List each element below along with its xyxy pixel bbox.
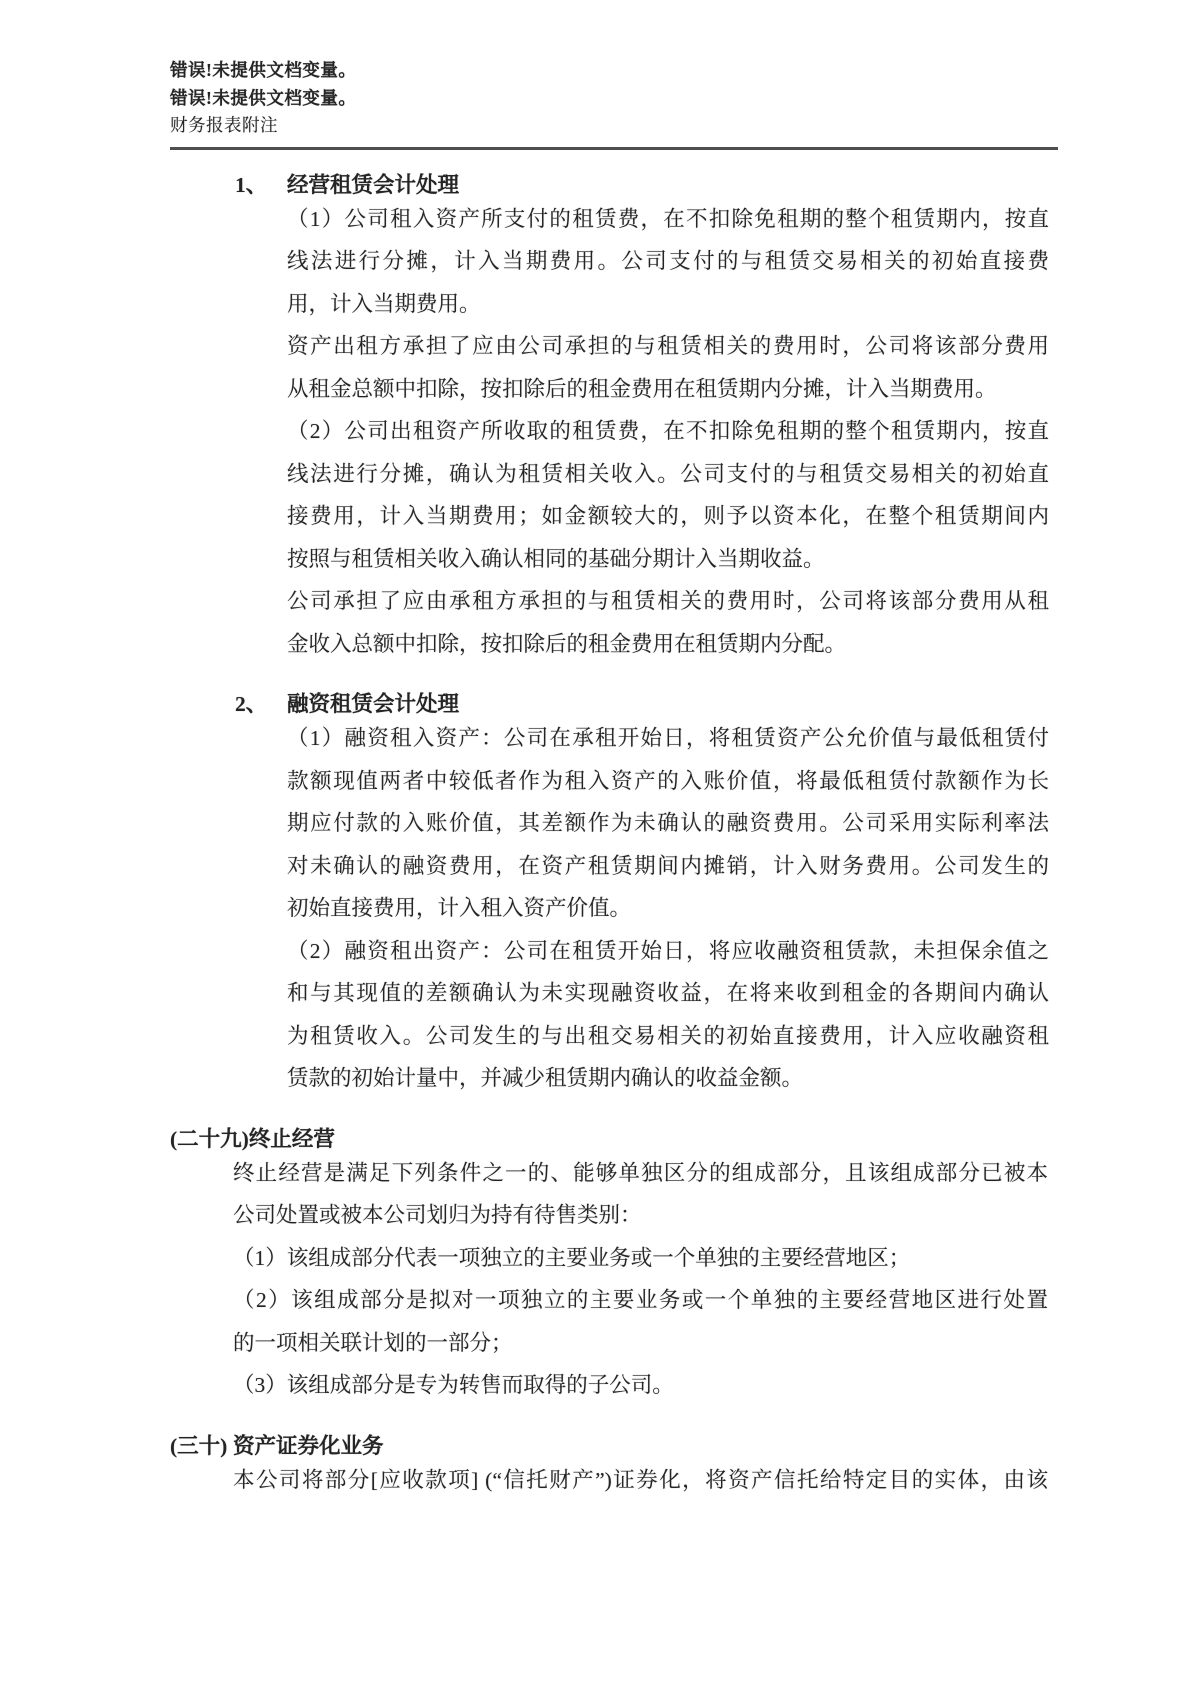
paragraph (287, 930, 1049, 1100)
text-line: （1）公司租入资产所支付的租赁费，在不扣除免租期的整个租赁期内，按直 (287, 206, 1049, 231)
paragraph (287, 325, 1049, 410)
section-body (287, 717, 1049, 1100)
document-body (0, 170, 1200, 1502)
paragraph (287, 410, 1049, 580)
section-heading (235, 689, 1200, 719)
section-number: (二十九) (170, 1126, 249, 1151)
text-line: 公司承担了应由承租方承担的与租赁相关的费用时，公司将该部分费用从租 (287, 589, 1049, 613)
text-line: 线法进行分摊，计入当期费用。公司支付的与租赁交易相关的初始直接费 (287, 249, 1049, 273)
section-number: 2、 (235, 692, 268, 716)
page-header (170, 0, 1058, 150)
text-line: （1）该组成部分代表一项独立的主要业务或一个单独的主要经营地区； (233, 1245, 911, 1270)
text-line: 终止经营是满足下列条件之一的、能够单独区分的组成部分，且该组成部分已被本 (233, 1160, 1048, 1185)
text-line: 本公司将部分[应收款项] (“信托财产”)证券化，将资产信托给特定目的实体，由该 (233, 1467, 1048, 1492)
header-error-line-1: 错误!未提供文档变量。 (170, 60, 357, 80)
section-heading (235, 170, 1200, 200)
text-line: 用，计入当期费用。 (287, 291, 481, 316)
text-line: （1）融资租入资产：公司在承租开始日，将租赁资产公允价值与最低租赁付 (287, 726, 1049, 750)
paragraph (233, 1459, 1048, 1502)
text-line: 资产出租方承担了应由公司承担的与租赁相关的费用时，公司将该部分费用 (287, 334, 1049, 358)
paragraph (233, 1152, 1048, 1237)
paragraph (233, 1279, 1048, 1364)
text-line: 初始直接费用，计入租入资产价值。 (287, 896, 632, 920)
text-line: 和与其现值的差额确认为未实现融资收益，在将来收到租金的各期间内确认 (287, 981, 1049, 1005)
section-title: 融资租赁会计处理 (287, 692, 460, 716)
section-heading (170, 1124, 1200, 1154)
text-line: 赁款的初始计量中，并减少租赁期内确认的收益金额。 (287, 1066, 804, 1090)
paragraph (287, 198, 1049, 326)
text-line: 按照与租赁相关收入确认相同的基础分期计入当期收益。 (287, 546, 825, 571)
section-number: (三十) (170, 1433, 228, 1458)
text-line: （3）该组成部分是专为转售而取得的子公司。 (233, 1373, 674, 1397)
section-title: 经营租赁会计处理 (287, 172, 460, 197)
paragraph (287, 580, 1049, 665)
text-line: （2）公司出租资产所收取的租赁费，在不扣除免租期的整个租赁期内，按直 (287, 419, 1049, 443)
text-line: 对未确认的融资费用，在资产租赁期间内摊销，计入财务费用。公司发生的 (287, 853, 1049, 878)
paragraph (287, 717, 1049, 930)
text-line: （2）该组成部分是拟对一项独立的主要业务或一个单独的主要经营地区进行处置 (233, 1288, 1048, 1312)
text-line: 接费用，计入当期费用；如金额较大的，则予以资本化，在整个租赁期间内 (287, 504, 1049, 528)
header-subtitle: 财务报表附注 (170, 115, 278, 135)
text-line: 款额现值两者中较低者作为租入资产的入账价值，将最低租赁付款额作为长 (287, 768, 1049, 793)
text-line: 线法进行分摊，确认为租赁相关收入。公司支付的与租赁交易相关的初始直 (287, 461, 1049, 486)
paragraph (233, 1364, 1048, 1407)
paragraph (233, 1237, 1048, 1280)
text-line: 的一项相关联计划的一部分； (233, 1330, 513, 1355)
text-line: （2）融资租出资产：公司在租赁开始日，将应收融资租赁款，未担保余值之 (287, 938, 1049, 963)
text-line: 为租赁收入。公司发生的与出租交易相关的初始直接费用，计入应收融资租 (287, 1023, 1049, 1048)
section (235, 689, 1200, 1100)
header-error-line-2: 错误!未提供文档变量。 (170, 87, 357, 108)
section-heading (170, 1431, 1200, 1461)
text-line: 公司处置或被本公司划归为持有待售类别： (233, 1203, 642, 1227)
section-title: 资产证券化业务 (233, 1433, 384, 1458)
section (170, 1124, 1200, 1407)
section-body (233, 1459, 1048, 1502)
text-line: 从租金总额中扣除，按扣除后的租金费用在租赁期内分摊，计入当期费用。 (287, 376, 997, 401)
section-number: 1、 (235, 172, 268, 197)
section-body (233, 1152, 1048, 1407)
section (170, 1431, 1200, 1502)
text-line: 期应付款的入账价值，其差额作为未确认的融资费用。公司采用实际利率法 (287, 811, 1049, 835)
text-line: 金收入总额中扣除，按扣除后的租金费用在租赁期内分配。 (287, 631, 847, 656)
section (235, 170, 1200, 666)
section-title: 终止经营 (248, 1126, 335, 1151)
section-body (287, 198, 1049, 666)
